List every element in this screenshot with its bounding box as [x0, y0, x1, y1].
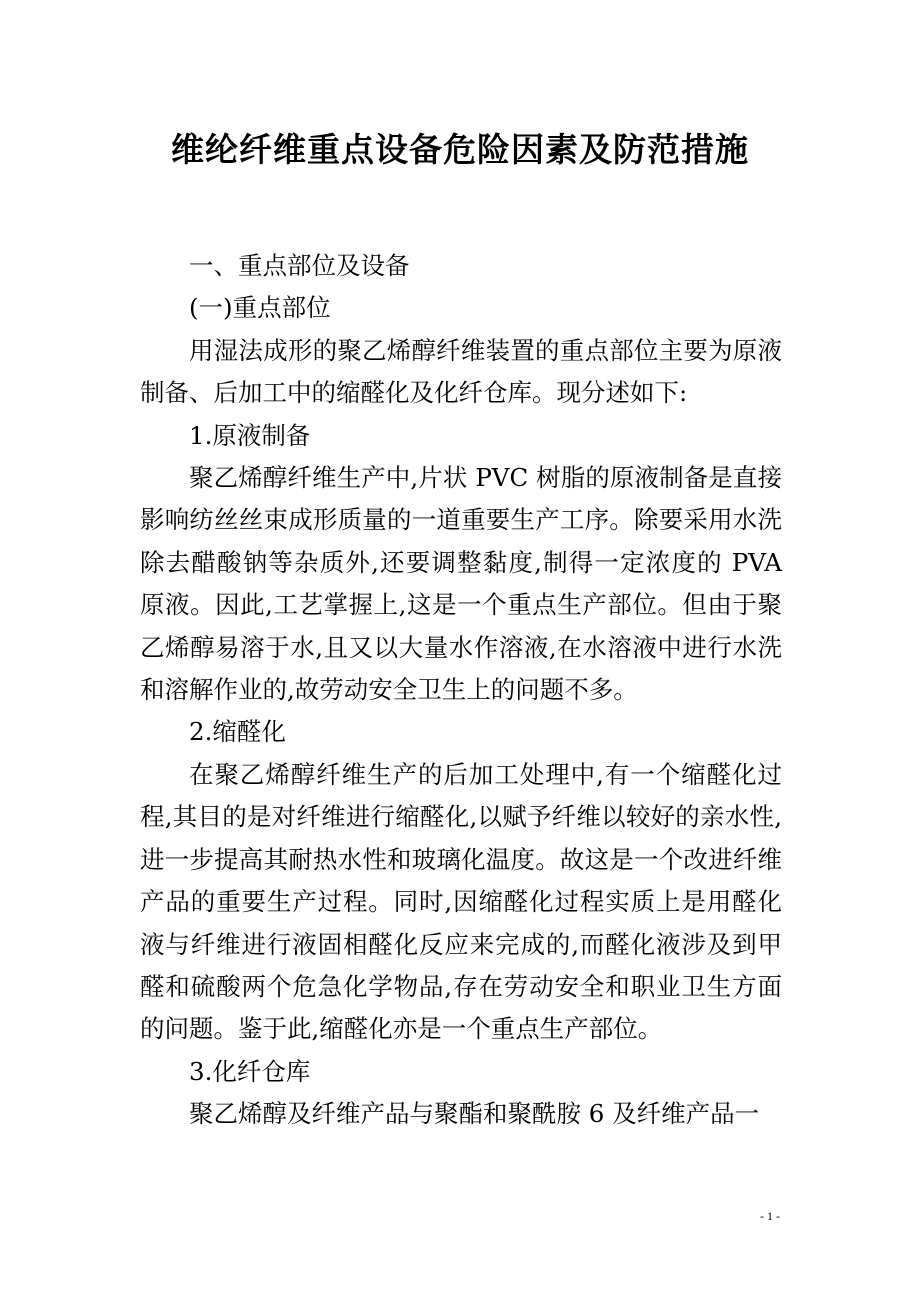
subheading-key-parts: (一)重点部位: [189, 293, 331, 323]
document-body: [140, 245, 782, 1136]
document-title: 维纶纤维重点设备危险因素及防范措施: [171, 130, 749, 169]
heading-key-parts-and-equipment: 一、重点部位及设备: [189, 251, 410, 280]
subheading-solution-preparation: 1.原液制备: [189, 420, 311, 450]
paragraph-intro: 用湿法成形的聚乙烯醇纤维装置的重点部位主要为原液制备、后加工中的缩醛化及化纤仓库。现分述如下:: [140, 335, 782, 408]
paragraph-solution-preparation: 聚乙烯醇纤维生产中,片状 PVC 树脂的原液制备是直接影响纺丝丝束成形质量的一道重要生产工序。除要采用水洗除去醋酸钠等杂质外,还要调整黏度,制得一定浓度的 PVA 原液。因此,工艺掌握上,这是一个重点生产部位。但由于聚乙烯醇易溶于水,且又以大量水作溶液,在水溶液中进行水洗和溶解作业的,故劳动安全卫生上的问题不多。: [140, 463, 782, 705]
subheading-acetalization: 2.缩醛化: [189, 717, 286, 747]
page-number: - 1 -: [760, 1209, 780, 1223]
paragraph-acetalization: 在聚乙烯醇纤维生产的后加工处理中,有一个缩醛化过程,其目的是对纤维进行缩醛化,以赋予纤维以较好的亲水性,进一步提高其耐热水性和玻璃化温度。故这是一个改进纤维产品的重要生产过程。同时,因缩醛化过程实质上是用醛化液与纤维进行液固相醛化反应来完成的,而醛化液涉及到甲醛和硫酸两个危急化学物品,存在劳动安全和职业卫生方面的问题。鉴于此,缩醛化亦是一个重点生产部位。: [140, 759, 782, 1044]
paragraph-fiber-warehouse: 聚乙烯醇及纤维产品与聚酯和聚酰胺 6 及纤维产品一: [189, 1099, 760, 1129]
subheading-fiber-warehouse: 3.化纤仓库: [189, 1056, 311, 1086]
